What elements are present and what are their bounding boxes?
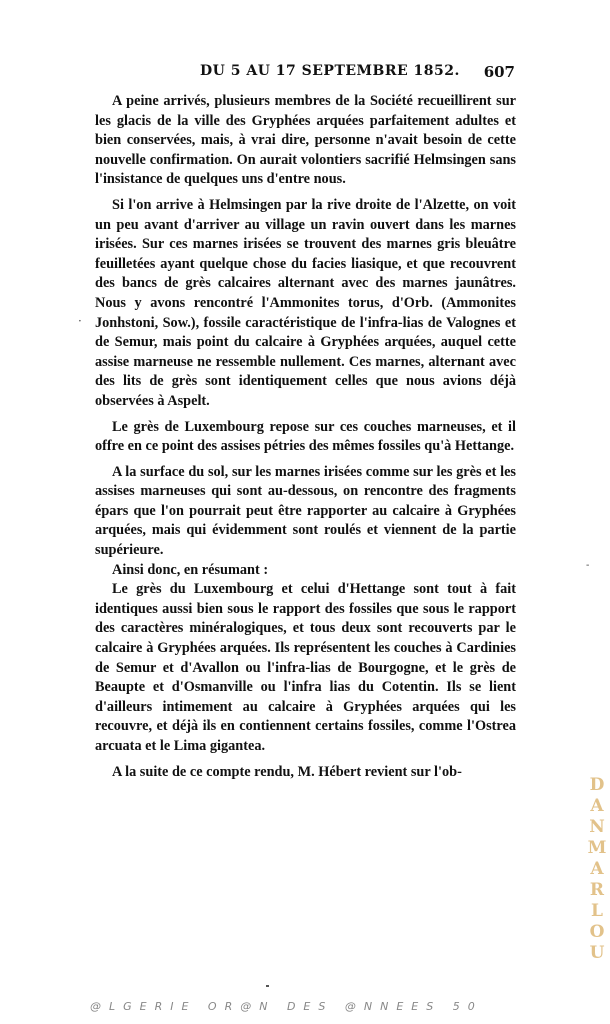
paragraph-2: Si l'on arrive à Helmsingen par la rive droite de l'Alzette, on voit un peu avant d'arriver au village un ravin ouvert dans les marnes irisées. Sur ces marnes irisées se trouvent des marnes gris bleuâtre feuilletées ayant quelque chose du facies liasique, et que recouvrent des bancs de grès calcaires alternant avec des marnes jaunâtres. Nous y avons rencontré l'Ammonites torus, d'Orb. (Ammonites Jonhstoni, Sow.), fossile caractéristique de l'infra-lias de Valognes et de Semur, mais point du calcaire à Gryphées arquées, auquel cette assise marneuse ne ressemble nullement. Ces marnes, alternant avec des lits de grès sont identiquement celles que nous avions déjà observées à Aspelt. [95, 196, 516, 409]
paragraph-3: Le grès de Luxembourg repose sur ces couches marneuses, et il offre en ce point des assises pétries des mêmes fossiles qu'à Hettange. [95, 418, 516, 455]
margin-mark: - [586, 560, 590, 571]
margin-mark: · [78, 314, 82, 328]
watermark-letter: O [589, 922, 605, 942]
page-dot [266, 985, 269, 987]
paragraph-1: A peine arrivés, plusieurs membres de la Société recueillirent sur les glacis de la ville des Gryphées arquées parfaitement adultes et bien conservées, mais, à vrai dire, personne n'avait besoin de cette nouvelle confirmation. On aurait volontiers sacrifié Helmsingen sans l'insistance de quelques uns d'entre nous. [95, 93, 516, 188]
vertical-watermark [587, 775, 607, 964]
watermark-letter: A [590, 859, 604, 879]
running-header [95, 63, 515, 85]
page-number: 607 [483, 63, 515, 81]
watermark-letter: N [589, 817, 605, 837]
watermark-letter: A [590, 796, 604, 816]
watermark-letter: R [589, 880, 605, 900]
header-date-line: DU 5 AU 17 SEPTEMBRE 1852. [200, 63, 460, 79]
watermark-letter: D [589, 775, 605, 795]
paragraph-7: A la suite de ce compte rendu, M. Hébert revient sur l'ob- [112, 763, 462, 780]
footer-credit: @LGERIE OR@N DES @NNEES 50 [90, 1000, 483, 1013]
watermark-letter: U [589, 943, 605, 963]
page-body [95, 92, 516, 782]
paragraph-5: Ainsi donc, en résumant : [112, 561, 269, 578]
watermark-letter: L [591, 901, 603, 921]
paragraph-4: A la surface du sol, sur les marnes irisées comme sur les grès et les assises marneuses qui sont au-dessous, on rencontre des fragments épars que l'on pourrait peut être rapporter au calcaire à Gryphées arquées, mais qui évidemment sont roulés et viennent de la partie supérieure. [95, 463, 516, 559]
paragraph-6: Le grès du Luxembourg et celui d'Hettange sont tout à fait identiques aussi bien sous le rapport des fossiles que sous le rapport des caractères minéralogiques, et tous deux sont recouverts par le calcaire à Gryphées arquées. Ils représentent les couches à Cardinies de Semur et d'Avallon ou l'infra-lias de Bourgogne, et le grès de Beaupte et d'Osmanville ou l'infra lias du Cotentin. Ils se lient d'ailleurs intimement au calcaire à Gryphées arquées qui les recouvre, et déjà ils en contiennent certains fossiles, comme l'Ostrea arcuata et le Lima gigantea. [95, 581, 516, 754]
watermark-letter: M [587, 838, 607, 858]
